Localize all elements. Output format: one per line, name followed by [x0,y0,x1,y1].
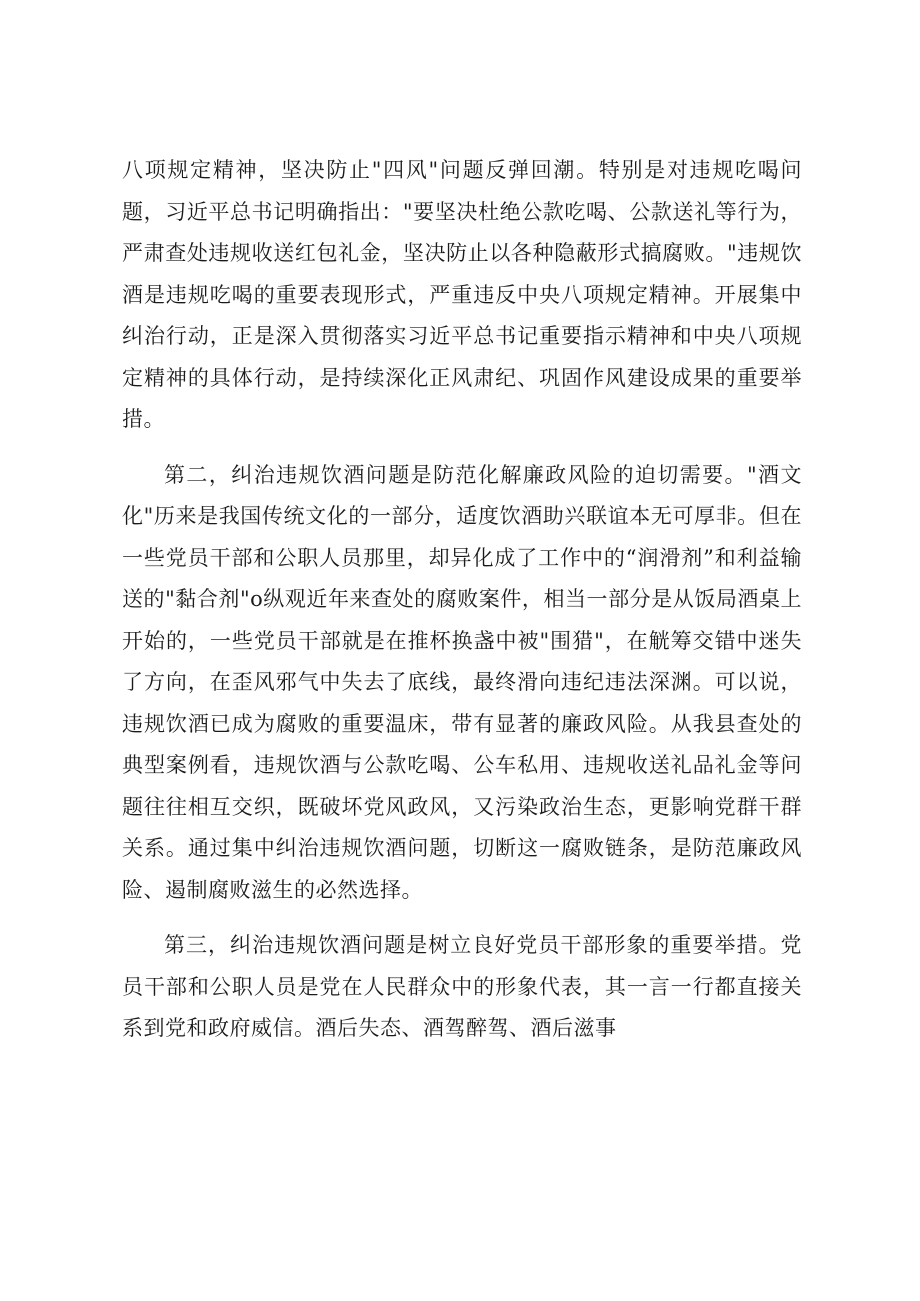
paragraph-2: 第二，纠治违规饮酒问题是防范化解廉政风险的迫切需要。"酒文化"历来是我国传统文化的一部分，适度饮酒助兴联谊本无可厚非。但在一些党员干部和公职人员那里，却异化成了工作中的“润滑剂”和利益输送的"黏合剂"o纵观近年来查处的腐败案件，相当一部分是从饭局酒桌上开始的，一些党员干部就是在推杯换盏中被"围猎"，在觥筹交错中迷失了方向，在歪风邪气中失去了底线，最终滑向违纪违法深渊。可以说，违规饮酒已成为腐败的重要温床，带有显著的廉政风险。从我县查处的典型案例看，违规饮酒与公款吃喝、公车私用、违规收送礼品礼金等问题往往相互交织，既破坏党风政风，又污染政治生态，更影响党群干群关系。通过集中纠治违规饮酒问题，切断这一腐败链条，是防范廉政风险、遏制腐败滋生的必然选择。 [122,462,802,902]
paragraph-1: 八项规定精神，坚决防止"四风"问题反弹回潮。特别是对违规吃喝问题，习近平总书记明确指出："要坚决杜绝公款吃喝、公款送礼等行为，严肃查处违规收送红包礼金，坚决防止以各种隐蔽形式搞腐败。"违规饮酒是违规吃喝的重要表现形式，严重违反中央八项规定精神。开展集中纠治行动，正是深入贯彻落实习近平总书记重要指示精神和中央八项规定精神的具体行动，是持续深化正风肃纪、巩固作风建设成果的重要举措。 [122,158,802,431]
document-body [122,150,802,1050]
paragraph-3: 第三，纠治违规饮酒问题是树立良好党员干部形象的重要举措。党员干部和公职人员是党在人民群众中的形象代表，其一言一行都直接关系到党和政府威信。酒后失态、酒驾醉驾、酒后滋事 [122,933,802,1040]
